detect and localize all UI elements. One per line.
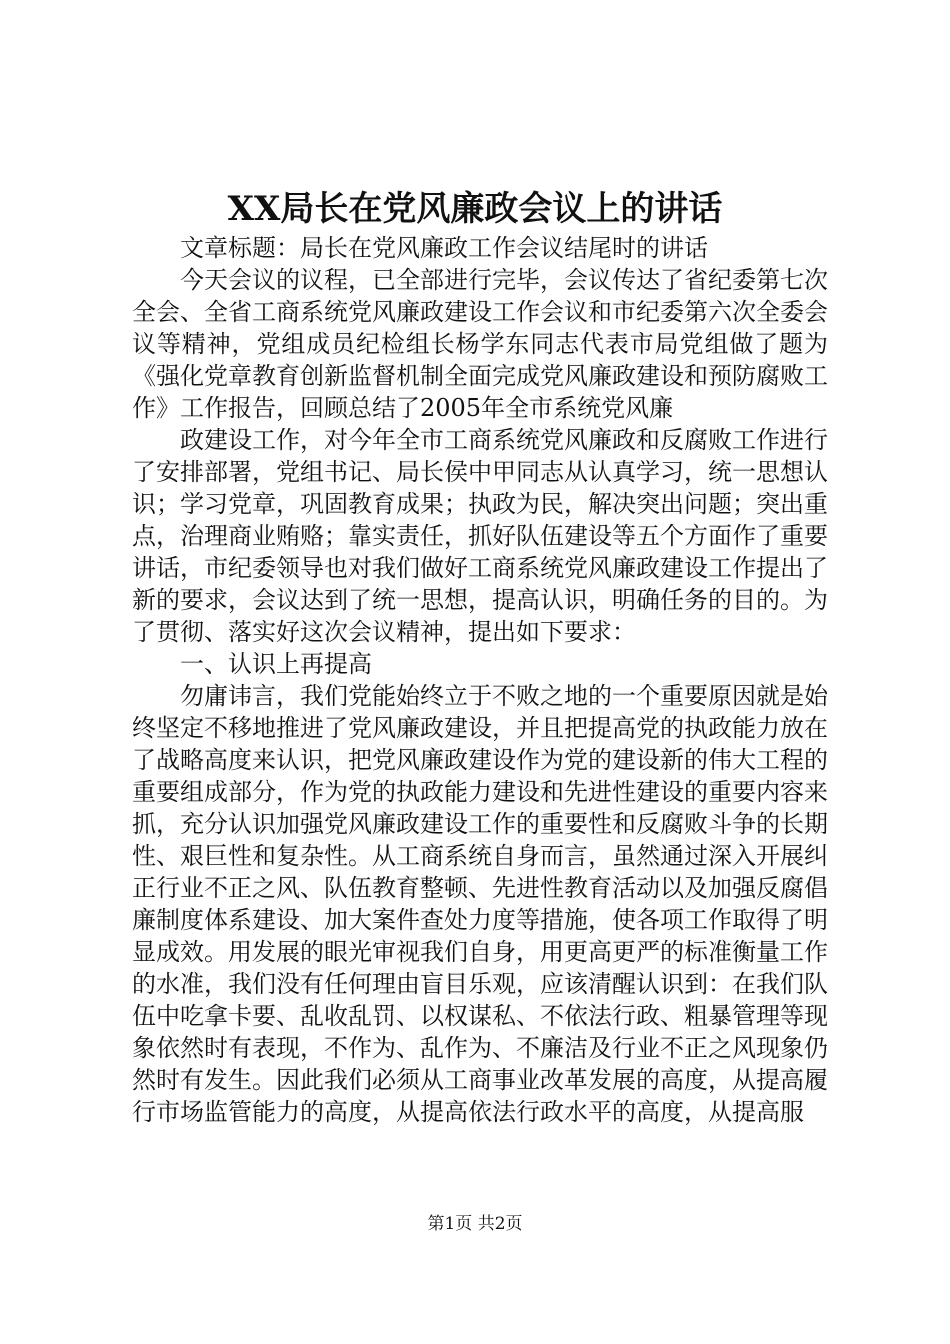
article-heading-paragraph: 文章标题：局长在党风廉政工作会议结尾时的讲话 bbox=[180, 234, 708, 262]
page-number-footer: 第1页 共2页 bbox=[427, 1214, 523, 1234]
body-paragraph: 政建设工作，对今年全市工商系统党风廉政和反腐败工作进行了安排部署，党组书记、局长侯中甲同志从认真学习，统一思想认识；学习党章，巩固教育成果；执政为民，解决突出问题；突出重点，治理商业贿赂；靠实责任，抓好队伍建设等五个方面作了重要讲话，市纪委领导也对我们做好工商系统党风廉政建设工作提出了新的要求，会议达到了统一思想，提高认识，明确任务的目的。为了贯彻、落实好这次会议精神，提出如下要求： bbox=[132, 426, 828, 646]
section-heading: 一、认识上再提高 bbox=[180, 650, 372, 678]
document-body bbox=[132, 232, 828, 1128]
document-title: XX局长在党风廉政会议上的讲话 bbox=[227, 189, 723, 229]
body-paragraph: 勿庸讳言，我们党能始终立于不败之地的一个重要原因就是始终坚定不移地推进了党风廉政建设，并且把提高党的执政能力放在了战略高度来认识，把党风廉政建设作为党的建设新的伟大工程的重要组成部分，作为党的执政能力建设和先进性建设的重要内容来抓，充分认识加强党风廉政建设工作的重要性和反腐败斗争的长期性、艰巨性和复杂性。从工商系统自身而言，虽然通过深入开展纠正行业不正之风、队伍教育整顿、先进性教育活动以及加强反腐倡廉制度体系建设、加大案件查处力度等措施，使各项工作取得了明显成效。用发展的眼光审视我们自身，用更高更严的标准衡量工作的水准，我们没有任何理由盲目乐观，应该清醒认识到：在我们队伍中吃拿卡要、乱收乱罚、以权谋私、不依法行政、粗暴管理等现象依然时有表现，不作为、乱作为、不廉洁及行业不正之风现象仍然时有发生。因此我们必须从工商事业改革发展的高度，从提高履行市场监管能力的高度，从提高依法行政水平的高度，从提高服 bbox=[132, 682, 828, 1126]
body-paragraph: 今天会议的议程，已全部进行完毕，会议传达了省纪委第七次全会、全省工商系统党风廉政建设工作会议和市纪委第六次全委会议等精神，党组成员纪检组长杨学东同志代表市局党组做了题为《强化党章教育创新监督机制全面完成党风廉政建设和预防腐败工作》工作报告，回顾总结了2005年全市系统党风廉 bbox=[132, 266, 828, 422]
